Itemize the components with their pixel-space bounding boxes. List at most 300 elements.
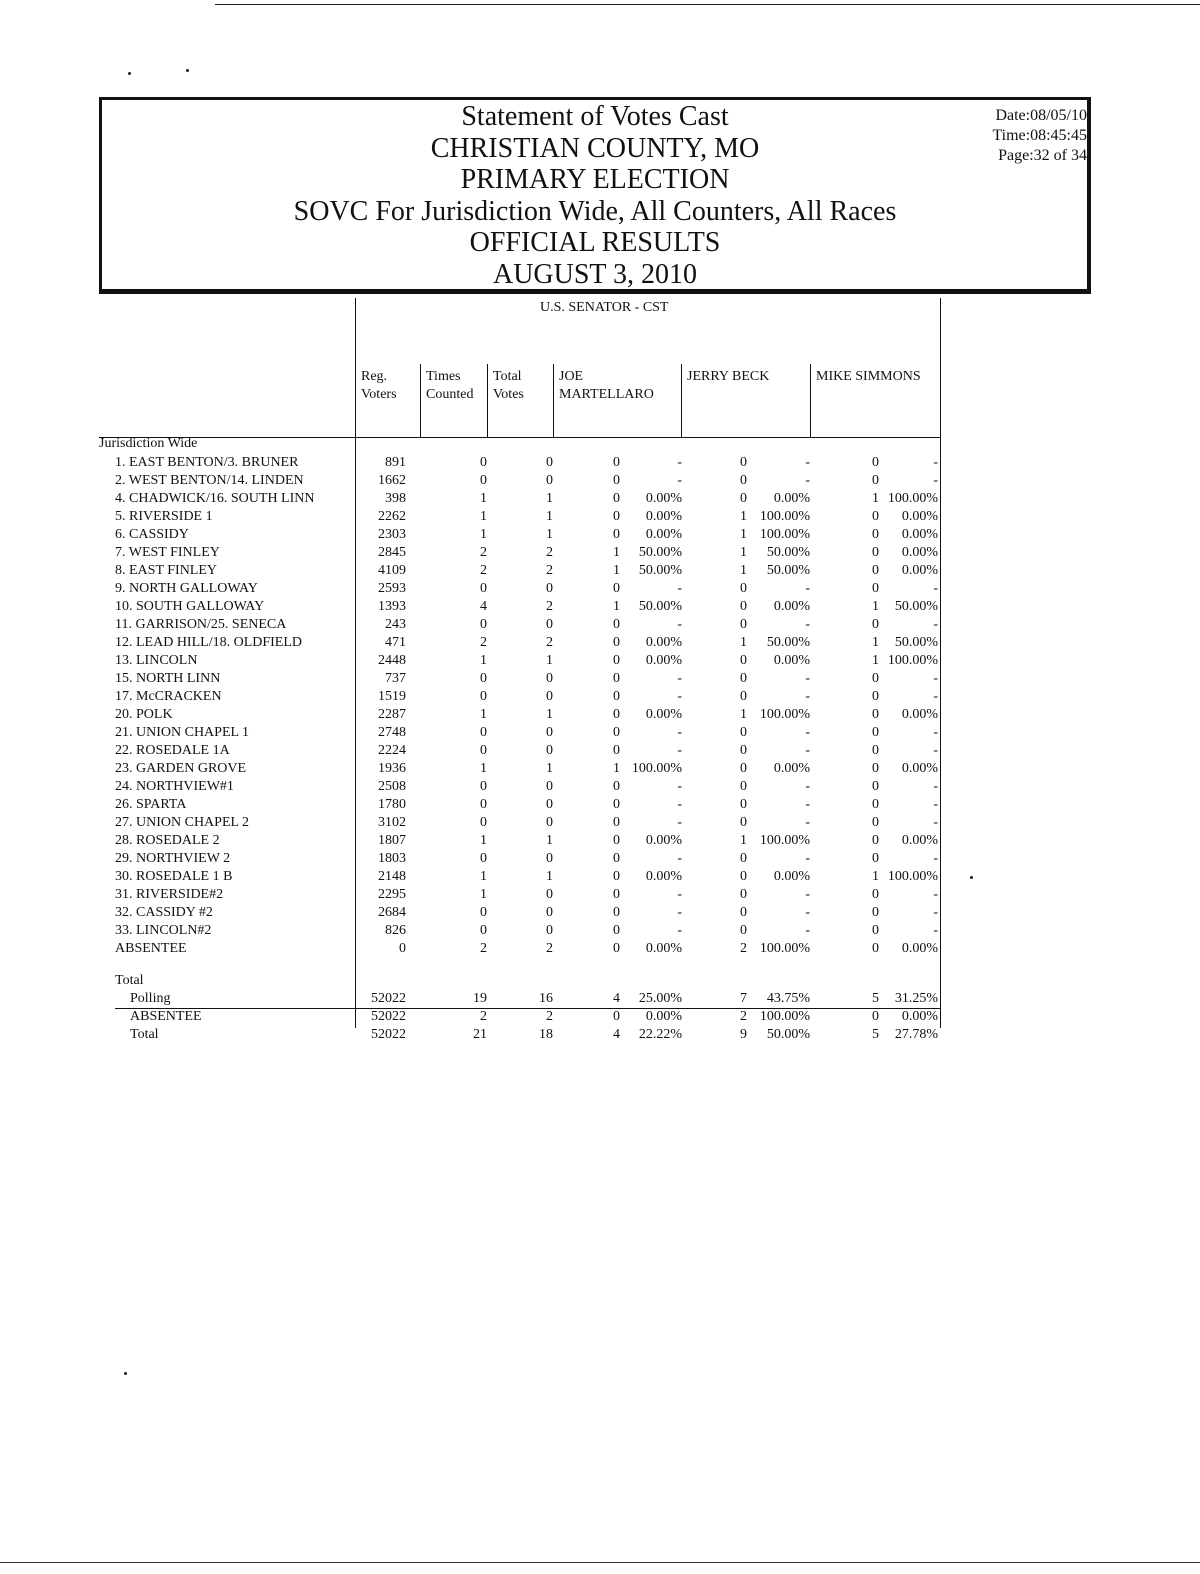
- simmons-pct-cell: -: [933, 617, 938, 632]
- times-counted-cell: 0: [480, 473, 487, 488]
- precinct-name: 2. WEST BENTON/14. LINDEN: [115, 473, 304, 488]
- scan-speck: [124, 1372, 127, 1375]
- precinct-name: 27. UNION CHAPEL 2: [115, 815, 250, 830]
- martellaro-pct-cell: -: [677, 689, 682, 704]
- total-votes-cell: 1: [546, 761, 553, 776]
- martellaro-pct-cell: -: [677, 473, 682, 488]
- times-counted-cell: 0: [480, 797, 487, 812]
- beck-pct-cell: -: [805, 851, 810, 866]
- table-row: [0, 832, 1200, 850]
- simmons-pct-cell: -: [933, 797, 938, 812]
- martellaro-pct-cell: -: [677, 887, 682, 902]
- simmons-votes-cell: 0: [872, 725, 879, 740]
- precinct-name: 12. LEAD HILL/18. OLDFIELD: [115, 635, 303, 650]
- times-counted-cell: 1: [480, 707, 487, 722]
- table-row: [0, 778, 1200, 796]
- reg-voters-cell: 2748: [378, 725, 406, 740]
- martellaro-votes-cell: 0: [613, 635, 620, 650]
- times-counted-cell: 21: [473, 1027, 487, 1042]
- beck-votes-cell: 0: [740, 797, 747, 812]
- simmons-votes-cell: 0: [872, 1009, 879, 1024]
- martellaro-pct-cell: -: [677, 797, 682, 812]
- simmons-votes-cell: 0: [872, 617, 879, 632]
- times-counted-cell: 0: [480, 617, 487, 632]
- table-divider: [810, 364, 811, 438]
- total-votes-cell: 1: [546, 707, 553, 722]
- martellaro-votes-cell: 1: [613, 545, 620, 560]
- beck-votes-cell: 0: [740, 743, 747, 758]
- precinct-name: 15. NORTH LINN: [115, 671, 221, 686]
- simmons-pct-cell: 0.00%: [901, 707, 938, 722]
- table-row: [0, 454, 1200, 472]
- simmons-votes-cell: 0: [872, 797, 879, 812]
- simmons-votes-cell: 0: [872, 689, 879, 704]
- reg-voters-cell: 1936: [378, 761, 406, 776]
- report-title: [255, 101, 935, 290]
- simmons-pct-cell: -: [933, 815, 938, 830]
- martellaro-pct-cell: 0.00%: [645, 509, 682, 524]
- total-votes-cell: 0: [546, 473, 553, 488]
- race-title: U.S. SENATOR - CST: [540, 300, 669, 315]
- beck-pct-cell: -: [805, 797, 810, 812]
- column-header-reg-voters: Reg. Voters: [361, 369, 397, 402]
- table-divider: [420, 364, 421, 438]
- simmons-pct-cell: 100.00%: [887, 653, 938, 668]
- beck-votes-cell: 0: [740, 653, 747, 668]
- times-counted-cell: 1: [480, 653, 487, 668]
- reg-voters-cell: 2593: [378, 581, 406, 596]
- martellaro-pct-cell: -: [677, 671, 682, 686]
- title-line: CHRISTIAN COUNTY, MO: [430, 132, 760, 164]
- simmons-pct-cell: 0.00%: [901, 761, 938, 776]
- precinct-name: 7. WEST FINLEY: [115, 545, 220, 560]
- simmons-pct-cell: 0.00%: [901, 545, 938, 560]
- martellaro-pct-cell: -: [677, 779, 682, 794]
- martellaro-pct-cell: 0.00%: [645, 833, 682, 848]
- martellaro-pct-cell: -: [677, 725, 682, 740]
- simmons-votes-cell: 1: [872, 653, 879, 668]
- martellaro-pct-cell: 0.00%: [645, 653, 682, 668]
- scan-speck: [186, 69, 189, 72]
- simmons-pct-cell: 0.00%: [901, 563, 938, 578]
- precinct-name: 5. RIVERSIDE 1: [115, 509, 213, 524]
- table-row: [0, 886, 1200, 904]
- report-page: Page:32 of 34: [998, 147, 1087, 164]
- title-line: Statement of Votes Cast: [461, 101, 729, 132]
- simmons-pct-cell: -: [933, 923, 938, 938]
- martellaro-votes-cell: 0: [613, 923, 620, 938]
- martellaro-pct-cell: -: [677, 455, 682, 470]
- table-row: [0, 742, 1200, 760]
- title-line: OFFICIAL RESULTS: [469, 227, 721, 258]
- beck-votes-cell: 0: [740, 725, 747, 740]
- table-row: [0, 1026, 1200, 1044]
- times-counted-cell: 0: [480, 581, 487, 596]
- scan-edge-line: [0, 1562, 1200, 1563]
- times-counted-cell: 2: [480, 545, 487, 560]
- total-votes-cell: 0: [546, 797, 553, 812]
- beck-votes-cell: 0: [740, 581, 747, 596]
- martellaro-pct-cell: 100.00%: [631, 761, 682, 776]
- table-row: [0, 562, 1200, 580]
- precinct-name: 4. CHADWICK/16. SOUTH LINN: [115, 491, 315, 506]
- precinct-name: 9. NORTH GALLOWAY: [115, 581, 258, 596]
- times-counted-cell: 1: [480, 491, 487, 506]
- times-counted-cell: 2: [480, 1009, 487, 1024]
- column-header-total-votes: Total Votes: [493, 369, 524, 402]
- table-row: [0, 868, 1200, 886]
- martellaro-votes-cell: 0: [613, 491, 620, 506]
- simmons-pct-cell: -: [933, 689, 938, 704]
- beck-pct-cell: -: [805, 923, 810, 938]
- table-divider: [355, 298, 356, 438]
- simmons-votes-cell: 1: [872, 869, 879, 884]
- total-votes-cell: 1: [546, 833, 553, 848]
- beck-votes-cell: 0: [740, 473, 747, 488]
- reg-voters-cell: 2684: [378, 905, 406, 920]
- martellaro-votes-cell: 0: [613, 815, 620, 830]
- beck-pct-cell: -: [805, 617, 810, 632]
- beck-pct-cell: 0.00%: [773, 761, 810, 776]
- table-divider: [940, 298, 941, 438]
- martellaro-votes-cell: 0: [613, 851, 620, 866]
- title-line: AUGUST 3, 2010: [492, 258, 698, 290]
- precinct-name: 30. ROSEDALE 1 B: [115, 869, 233, 884]
- beck-votes-cell: 1: [740, 563, 747, 578]
- table-row: [0, 616, 1200, 634]
- reg-voters-cell: 52022: [371, 1009, 406, 1024]
- martellaro-votes-cell: 4: [613, 991, 620, 1006]
- total-votes-cell: 0: [546, 581, 553, 596]
- martellaro-votes-cell: 0: [613, 869, 620, 884]
- simmons-votes-cell: 1: [872, 635, 879, 650]
- reg-voters-cell: 2845: [378, 545, 406, 560]
- precinct-name: 26. SPARTA: [115, 797, 187, 812]
- reg-voters-cell: 2508: [378, 779, 406, 794]
- simmons-votes-cell: 5: [872, 1027, 879, 1042]
- times-counted-cell: 19: [473, 991, 487, 1006]
- table-row: [0, 904, 1200, 922]
- total-votes-cell: 0: [546, 923, 553, 938]
- table-divider: [487, 364, 488, 438]
- reg-voters-cell: 1807: [378, 833, 406, 848]
- precinct-name: 33. LINCOLN#2: [115, 923, 212, 938]
- total-votes-cell: 1: [546, 869, 553, 884]
- total-votes-cell: 0: [546, 851, 553, 866]
- martellaro-votes-cell: 0: [613, 779, 620, 794]
- martellaro-pct-cell: 0.00%: [645, 1009, 682, 1024]
- simmons-pct-cell: -: [933, 581, 938, 596]
- martellaro-pct-cell: 0.00%: [645, 941, 682, 956]
- beck-pct-cell: -: [805, 743, 810, 758]
- martellaro-pct-cell: 0.00%: [645, 527, 682, 542]
- times-counted-cell: 0: [480, 743, 487, 758]
- simmons-pct-cell: -: [933, 473, 938, 488]
- total-votes-cell: 0: [546, 815, 553, 830]
- report-time: Time:08:45:45: [992, 127, 1087, 144]
- simmons-votes-cell: 0: [872, 455, 879, 470]
- beck-votes-cell: 0: [740, 455, 747, 470]
- simmons-pct-cell: 31.25%: [894, 991, 938, 1006]
- reg-voters-cell: 2224: [378, 743, 406, 758]
- total-votes-cell: 1: [546, 509, 553, 524]
- simmons-pct-cell: 0.00%: [901, 941, 938, 956]
- total-votes-cell: 1: [546, 527, 553, 542]
- times-counted-cell: 1: [480, 833, 487, 848]
- reg-voters-cell: 0: [399, 941, 406, 956]
- martellaro-votes-cell: 0: [613, 833, 620, 848]
- total-votes-cell: 18: [539, 1027, 553, 1042]
- beck-votes-cell: 2: [740, 941, 747, 956]
- martellaro-votes-cell: 0: [613, 455, 620, 470]
- beck-pct-cell: 100.00%: [759, 941, 810, 956]
- total-votes-cell: 16: [539, 991, 553, 1006]
- total-votes-cell: 2: [546, 545, 553, 560]
- column-header-times-counted: Times Counted: [426, 369, 474, 402]
- beck-votes-cell: 0: [740, 617, 747, 632]
- scan-edge-line: [215, 4, 1200, 5]
- times-counted-cell: 1: [480, 509, 487, 524]
- martellaro-pct-cell: 22.22%: [638, 1027, 682, 1042]
- beck-votes-cell: 0: [740, 599, 747, 614]
- beck-pct-cell: -: [805, 725, 810, 740]
- precinct-name: 32. CASSIDY #2: [115, 905, 213, 920]
- table-divider: [553, 364, 554, 438]
- reg-voters-cell: 1780: [378, 797, 406, 812]
- beck-pct-cell: 50.00%: [766, 545, 810, 560]
- reg-voters-cell: 3102: [378, 815, 406, 830]
- simmons-votes-cell: 0: [872, 671, 879, 686]
- table-row: [0, 472, 1200, 490]
- beck-pct-cell: 43.75%: [766, 991, 810, 1006]
- simmons-votes-cell: 0: [872, 779, 879, 794]
- reg-voters-cell: 2303: [378, 527, 406, 542]
- table-row: [0, 814, 1200, 832]
- martellaro-votes-cell: 0: [613, 689, 620, 704]
- precinct-name: 8. EAST FINLEY: [115, 563, 218, 578]
- simmons-pct-cell: 0.00%: [901, 509, 938, 524]
- precinct-name: ABSENTEE: [130, 1009, 202, 1024]
- precinct-name: 22. ROSEDALE 1A: [115, 743, 230, 758]
- martellaro-pct-cell: -: [677, 923, 682, 938]
- reg-voters-cell: 891: [385, 455, 406, 470]
- beck-votes-cell: 2: [740, 1009, 747, 1024]
- table-row: [0, 760, 1200, 778]
- table-row: [0, 544, 1200, 562]
- scan-speck: [128, 72, 131, 75]
- table-row: [0, 598, 1200, 616]
- martellaro-pct-cell: -: [677, 851, 682, 866]
- beck-pct-cell: 50.00%: [766, 635, 810, 650]
- martellaro-pct-cell: 0.00%: [645, 491, 682, 506]
- reg-voters-cell: 52022: [371, 991, 406, 1006]
- beck-pct-cell: 0.00%: [773, 869, 810, 884]
- beck-pct-cell: 50.00%: [766, 1027, 810, 1042]
- times-counted-cell: 1: [480, 761, 487, 776]
- times-counted-cell: 0: [480, 725, 487, 740]
- total-votes-cell: 0: [546, 455, 553, 470]
- precinct-name: 29. NORTHVIEW 2: [115, 851, 231, 866]
- precinct-name: 23. GARDEN GROVE: [115, 761, 247, 776]
- total-votes-cell: 0: [546, 905, 553, 920]
- beck-votes-cell: 0: [740, 779, 747, 794]
- table-row: [0, 670, 1200, 688]
- beck-pct-cell: 100.00%: [759, 707, 810, 722]
- beck-pct-cell: -: [805, 887, 810, 902]
- martellaro-votes-cell: 1: [613, 563, 620, 578]
- simmons-pct-cell: -: [933, 779, 938, 794]
- martellaro-votes-cell: 0: [613, 707, 620, 722]
- times-counted-cell: 2: [480, 563, 487, 578]
- simmons-votes-cell: 0: [872, 563, 879, 578]
- precinct-name: 1. EAST BENTON/3. BRUNER: [115, 455, 299, 470]
- table-row: [0, 796, 1200, 814]
- beck-pct-cell: -: [805, 779, 810, 794]
- simmons-votes-cell: 0: [872, 581, 879, 596]
- title-line: PRIMARY ELECTION: [460, 164, 730, 195]
- beck-votes-cell: 1: [740, 635, 747, 650]
- total-votes-cell: 0: [546, 743, 553, 758]
- martellaro-pct-cell: 0.00%: [645, 635, 682, 650]
- beck-votes-cell: 1: [740, 509, 747, 524]
- simmons-votes-cell: 5: [872, 991, 879, 1006]
- reg-voters-cell: 826: [385, 923, 406, 938]
- martellaro-pct-cell: 0.00%: [645, 869, 682, 884]
- simmons-votes-cell: 1: [872, 491, 879, 506]
- beck-pct-cell: -: [805, 581, 810, 596]
- times-counted-cell: 1: [480, 869, 487, 884]
- simmons-votes-cell: 0: [872, 527, 879, 542]
- simmons-votes-cell: 0: [872, 761, 879, 776]
- martellaro-pct-cell: -: [677, 617, 682, 632]
- precinct-name: 13. LINCOLN: [115, 653, 198, 668]
- beck-pct-cell: 0.00%: [773, 599, 810, 614]
- total-votes-cell: 1: [546, 653, 553, 668]
- reg-voters-cell: 2262: [378, 509, 406, 524]
- times-counted-cell: 2: [480, 941, 487, 956]
- totals-label: Total: [115, 973, 144, 988]
- martellaro-pct-cell: -: [677, 905, 682, 920]
- simmons-pct-cell: -: [933, 851, 938, 866]
- simmons-pct-cell: 100.00%: [887, 491, 938, 506]
- totals-label-row: [0, 972, 1200, 990]
- precinct-name: 21. UNION CHAPEL 1: [115, 725, 250, 740]
- beck-pct-cell: 100.00%: [759, 527, 810, 542]
- totals-rule: [115, 1008, 941, 1009]
- martellaro-pct-cell: 0.00%: [645, 707, 682, 722]
- times-counted-cell: 1: [480, 887, 487, 902]
- total-votes-cell: 2: [546, 599, 553, 614]
- times-counted-cell: 0: [480, 815, 487, 830]
- beck-votes-cell: 1: [740, 707, 747, 722]
- times-counted-cell: 4: [480, 599, 487, 614]
- total-votes-cell: 2: [546, 563, 553, 578]
- simmons-pct-cell: 100.00%: [887, 869, 938, 884]
- martellaro-votes-cell: 0: [613, 527, 620, 542]
- beck-pct-cell: 100.00%: [759, 1009, 810, 1024]
- table-divider: [681, 364, 682, 438]
- precinct-name: Total: [130, 1027, 159, 1042]
- precinct-name: 6. CASSIDY: [115, 527, 189, 542]
- martellaro-votes-cell: 0: [613, 581, 620, 596]
- beck-votes-cell: 9: [740, 1027, 747, 1042]
- martellaro-votes-cell: 0: [613, 509, 620, 524]
- precinct-name: 24. NORTHVIEW#1: [115, 779, 234, 794]
- martellaro-votes-cell: 0: [613, 671, 620, 686]
- simmons-votes-cell: 0: [872, 509, 879, 524]
- table-row: [0, 706, 1200, 724]
- beck-votes-cell: 0: [740, 761, 747, 776]
- reg-voters-cell: 471: [385, 635, 406, 650]
- martellaro-votes-cell: 0: [613, 905, 620, 920]
- table-row: [0, 688, 1200, 706]
- beck-pct-cell: -: [805, 905, 810, 920]
- total-votes-cell: 0: [546, 689, 553, 704]
- simmons-pct-cell: 0.00%: [901, 833, 938, 848]
- beck-votes-cell: 0: [740, 905, 747, 920]
- simmons-votes-cell: 0: [872, 923, 879, 938]
- martellaro-votes-cell: 0: [613, 473, 620, 488]
- reg-voters-cell: 1662: [378, 473, 406, 488]
- times-counted-cell: 0: [480, 923, 487, 938]
- beck-votes-cell: 1: [740, 545, 747, 560]
- precinct-name: ABSENTEE: [115, 941, 187, 956]
- beck-pct-cell: 50.00%: [766, 563, 810, 578]
- times-counted-cell: 0: [480, 689, 487, 704]
- beck-votes-cell: 0: [740, 815, 747, 830]
- simmons-pct-cell: 50.00%: [894, 599, 938, 614]
- simmons-votes-cell: 0: [872, 833, 879, 848]
- martellaro-votes-cell: 1: [613, 761, 620, 776]
- table-row: [0, 508, 1200, 526]
- simmons-votes-cell: 0: [872, 473, 879, 488]
- total-votes-cell: 0: [546, 617, 553, 632]
- martellaro-votes-cell: 0: [613, 887, 620, 902]
- reg-voters-cell: 4109: [378, 563, 406, 578]
- table-row: [0, 922, 1200, 940]
- simmons-votes-cell: 0: [872, 887, 879, 902]
- martellaro-pct-cell: 50.00%: [638, 563, 682, 578]
- simmons-pct-cell: 0.00%: [901, 527, 938, 542]
- simmons-pct-cell: 50.00%: [894, 635, 938, 650]
- simmons-votes-cell: 0: [872, 743, 879, 758]
- precinct-name: 31. RIVERSIDE#2: [115, 887, 224, 902]
- simmons-pct-cell: -: [933, 743, 938, 758]
- total-votes-cell: 2: [546, 635, 553, 650]
- beck-votes-cell: 0: [740, 887, 747, 902]
- reg-voters-cell: 1519: [378, 689, 406, 704]
- report-meta: [955, 106, 1087, 166]
- total-votes-cell: 1: [546, 491, 553, 506]
- total-votes-cell: 0: [546, 779, 553, 794]
- reg-voters-cell: 243: [385, 617, 406, 632]
- table-row: [0, 850, 1200, 868]
- precinct-name: Polling: [130, 991, 171, 1006]
- simmons-votes-cell: 0: [872, 707, 879, 722]
- table-row: [0, 580, 1200, 598]
- beck-votes-cell: 7: [740, 991, 747, 1006]
- simmons-votes-cell: 0: [872, 851, 879, 866]
- reg-voters-cell: 737: [385, 671, 406, 686]
- beck-pct-cell: -: [805, 815, 810, 830]
- total-votes-cell: 0: [546, 887, 553, 902]
- total-votes-cell: 0: [546, 671, 553, 686]
- reg-voters-cell: 398: [385, 491, 406, 506]
- column-header-candidate-2: JERRY BECK: [687, 369, 770, 384]
- martellaro-pct-cell: -: [677, 743, 682, 758]
- table-row: [0, 652, 1200, 670]
- simmons-votes-cell: 0: [872, 905, 879, 920]
